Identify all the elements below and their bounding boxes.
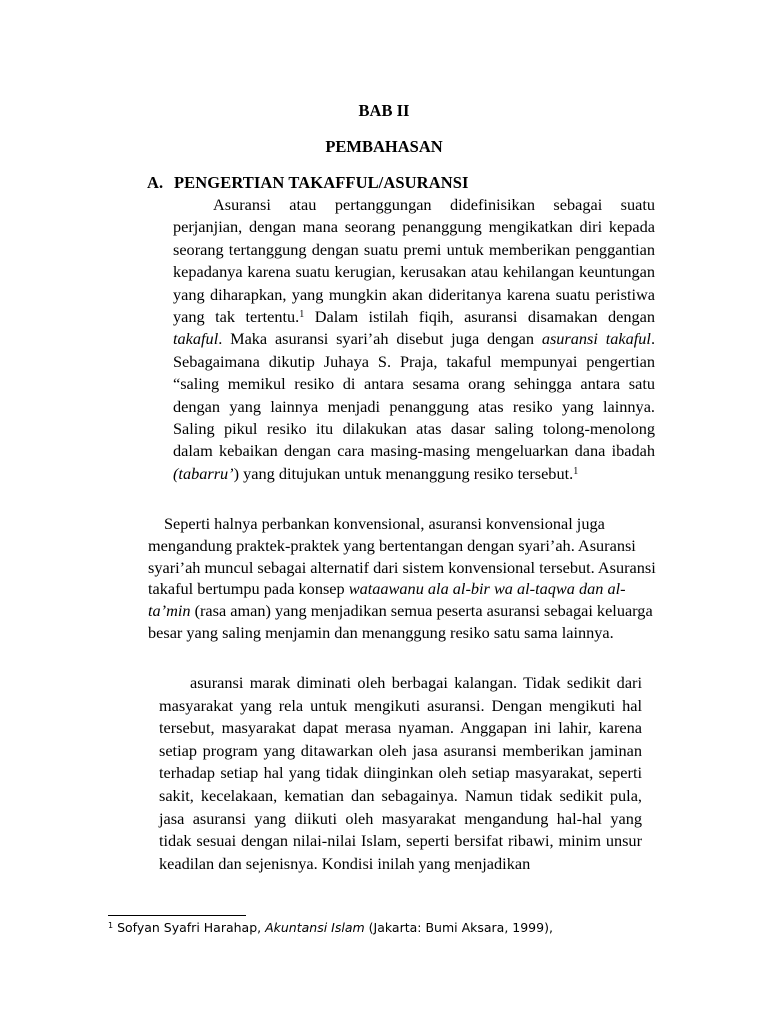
paragraph-minat xyxy=(159,672,642,875)
paragraph-text: . Maka asuransi syari’ah disebut juga dengan xyxy=(218,329,542,349)
paragraph-konvensional xyxy=(148,513,663,644)
footnote-ref: 1 xyxy=(299,309,305,321)
italic-term: wataawanu ala al-bir wa al-taqwa dan al-ta’min xyxy=(148,579,626,621)
paragraph-definition xyxy=(173,194,655,485)
section-title: PENGERTIAN TAKAFFUL/ASURANSI xyxy=(174,173,469,192)
paragraph-text: asuransi marak diminati oleh berbagai kalangan. Tidak sedikit dari masyarakat yang rela untuk mengikuti asuransi. Dengan mengikuti hal tersebut, masyarakat dapat merasa nyaman. Anggapan ini lahir, karena setiap program yang ditawarkan oleh jasa asuransi memberikan jaminan terhadap setiap hal yang tidak diinginkan oleh setiap masyarakat, seperti sakit, kecelakaan, kematian dan sebagainya. Namun tidak sedikit pula, jasa asuransi yang diikuti oleh masyarakat mengandung hal-hal yang tidak sesuai dengan nilai-nilai Islam, seperti bersifat ribawi, minim unsur keadilan dan sejenisnya. Kondisi inilah yang menjadikan xyxy=(159,673,642,873)
paragraph-text: (rasa aman) yang menjadikan semua peserta asuransi sebagai keluarga besar yang saling menjamin dan menanggung resiko satu sama lainnya. xyxy=(148,601,653,642)
footnote-divider xyxy=(108,915,246,916)
footnote-book-title: Akuntansi Islam xyxy=(265,920,365,935)
paragraph-text: ) yang ditujukan untuk menanggung resiko tersebut. xyxy=(233,463,574,483)
paragraph-text: Asuransi atau pertanggungan didefinisikan sebagai suatu perjanjian, dengan mana seorang penanggung mengikatkan diri kepada seorang tertanggung dengan suatu premi untuk memberikan penggantian kepadanya karena suatu kerugian, kerusakan atau kehilangan keuntungan yang diharapkan, yang mungkin akan dideritanya karena suatu peristiwa yang tak tertentu. xyxy=(173,195,655,327)
chapter-label: BAB II xyxy=(358,101,410,120)
footnote-number: 1 xyxy=(108,921,114,930)
paragraph-text: . Sebagaimana dikutip Juhaya S. Praja, takaful mempunyai pengertian “saling memikul resiko di antara sesama orang sehingga antara satu dengan yang lainnya menjadi penanggung atas resiko yang lainnya. Saling pikul resiko itu dilakukan atas dasar saling tolong-menolong dalam kebaikan dengan cara masing-masing mengeluarkan dana ibadah xyxy=(173,329,656,461)
footnote-publication: (Jakarta: Bumi Aksara, 1999), xyxy=(364,920,553,935)
footnote-author: Sofyan Syafri Harahap, xyxy=(113,920,266,935)
footnote-ref: 1 xyxy=(573,465,579,477)
italic-term: takaful xyxy=(173,329,219,349)
section-heading xyxy=(147,173,469,193)
paragraph-text: Seperti halnya perbankan konvensional, asuransi konvensional juga mengandung praktek-praktek yang bertentangan dengan syari’ah. Asuransi syari’ah muncul sebagai alternatif dari sistem konvensional tersebut. Asuransi takaful bertumpu pada konsep xyxy=(148,514,656,599)
paragraph-text: Dalam istilah fiqih, asuransi disamakan dengan xyxy=(304,307,655,327)
italic-term: (tabarru’ xyxy=(173,463,234,483)
chapter-title: PEMBAHASAN xyxy=(325,137,443,156)
italic-term: asuransi takaful xyxy=(541,329,651,349)
section-letter: A. xyxy=(147,173,164,192)
footnote xyxy=(108,920,553,936)
